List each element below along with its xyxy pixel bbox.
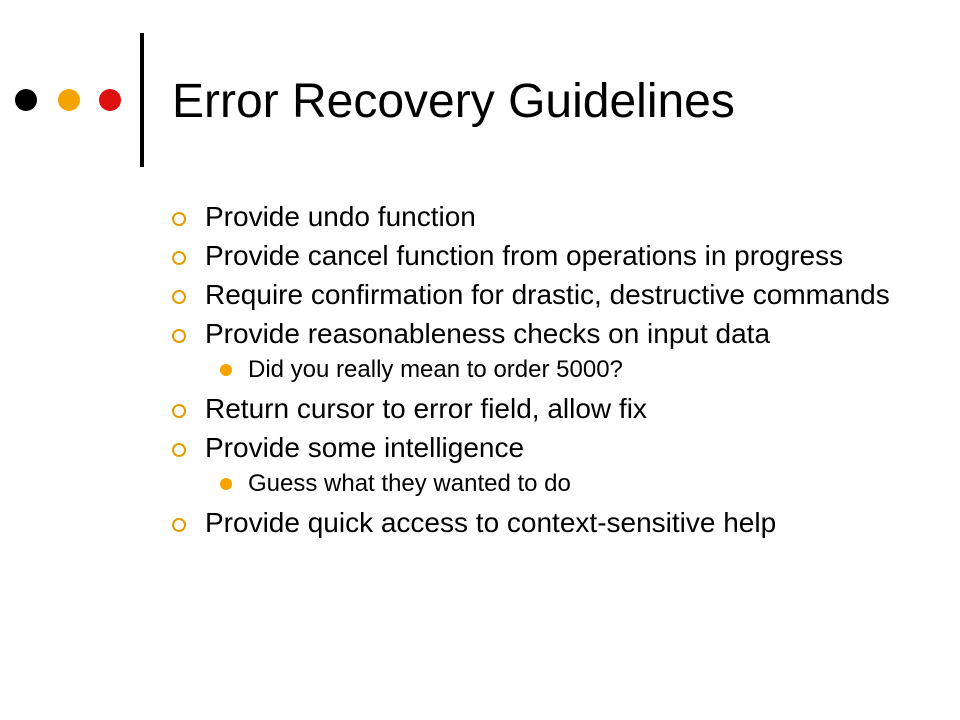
bullet-item [168,202,898,232]
bullet-item [168,319,898,349]
orange-dot-icon [58,89,80,111]
slide-title: Error Recovery Guidelines [172,75,735,128]
bullet-text: Provide cancel function from operations in progress [205,240,844,271]
bullet-text: Provide some intelligence [205,432,525,463]
bullet-text: Provide quick access to context-sensitive help [205,507,777,538]
bullet-item [168,508,898,538]
bullet-text: Provide undo function [205,201,476,232]
bullet-text: Provide reasonableness checks on input data [205,318,771,349]
black-dot-icon [15,89,37,111]
sub-bullet-text: Guess what they wanted to do [248,470,571,497]
ring-bullet-icon [172,251,186,265]
bullet-text: Return cursor to error field, allow fix [205,393,647,424]
ring-bullet-icon [172,290,186,304]
bullet-text: Require confirmation for drastic, destructive commands [205,279,890,310]
ring-bullet-icon [172,404,186,418]
sub-bullet-item [168,470,898,498]
bullet-item [168,280,898,310]
title-divider [140,33,144,167]
sub-bullet-text: Did you really mean to order 5000? [248,356,623,383]
ring-bullet-icon [172,329,186,343]
sub-bullet-item [168,356,898,384]
red-dot-icon [99,89,121,111]
bullet-item [168,394,898,424]
bullet-item [168,241,898,271]
bullet-item [168,433,898,463]
bullet-list [168,202,898,547]
ring-bullet-icon [172,212,186,226]
ring-bullet-icon [172,518,186,532]
filled-bullet-icon [220,478,232,490]
ring-bullet-icon [172,443,186,457]
filled-bullet-icon [220,364,232,376]
